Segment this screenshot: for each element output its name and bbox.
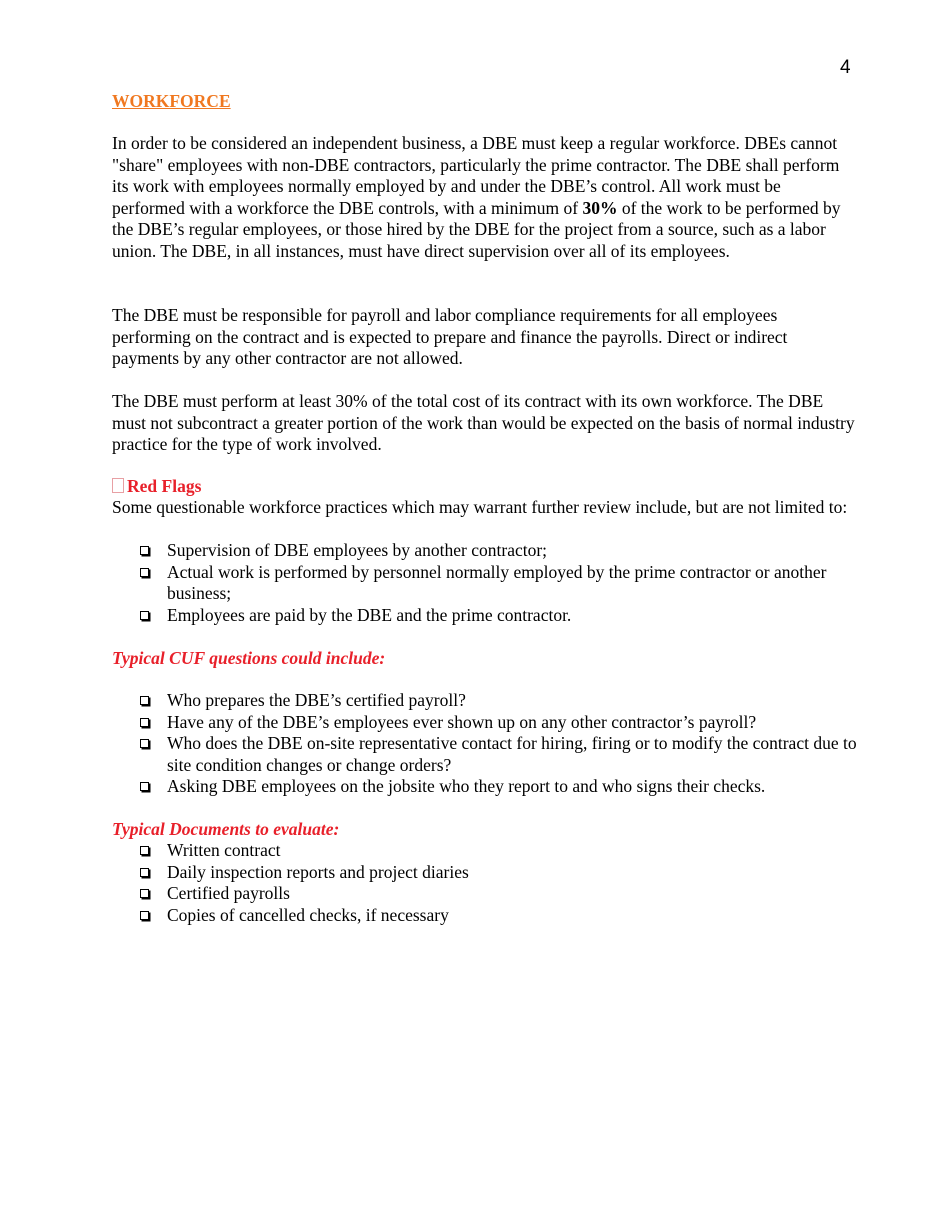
list-item-text: Daily inspection reports and project diaries [167, 861, 469, 882]
list-item [138, 883, 858, 905]
list-item-text: Actual work is performed by personnel normally employed by the prime contractor or another business; [167, 561, 827, 603]
list-item-text: Have any of the DBE’s employees ever shown up on any other contractor’s payroll? [167, 711, 757, 732]
checkbox-bullet-icon [140, 846, 149, 855]
checkbox-bullet-icon [140, 868, 149, 877]
list-item [138, 562, 858, 605]
checkbox-bullet-icon [140, 739, 149, 748]
list-item [138, 712, 858, 734]
list-item [138, 840, 858, 862]
documents-list [138, 840, 858, 926]
paragraph-workforce-intro [112, 133, 857, 262]
bold-percentage: 30% [582, 197, 618, 218]
cuf-questions-list [138, 690, 858, 798]
checkbox-bullet-icon [140, 782, 149, 791]
page-number: 4 [840, 57, 851, 78]
list-item-text: Who prepares the DBE’s certified payroll? [167, 690, 466, 710]
red-flags-heading [112, 476, 201, 498]
paragraph-subcontract: The DBE must perform at least 30% of the total cost of its contract with its own workforce. The DBE must not subcontract a greater portion of the work than would be expected on the basis of normal industry practice for the type of work involved. [112, 391, 855, 454]
list-item [138, 905, 858, 927]
red-flags-list [138, 540, 858, 626]
list-item [138, 733, 858, 776]
checkbox-bullet-icon [140, 696, 149, 705]
cuf-questions-heading: Typical CUF questions could include: [112, 648, 386, 668]
red-flags-title: Red Flags [127, 476, 202, 496]
paragraph-text: In order to be considered an independent business, a DBE must keep a regular workforce. DBEs cannot "share" employees with non-DBE contractors, particularly the prime contractor. The DBE shall perform its work with employees normally employed by and under the DBE’s control. All work must be performed with a workforce the DBE controls, with a minimum of [112, 133, 840, 218]
list-item [138, 690, 858, 712]
checkbox-bullet-icon [140, 611, 149, 620]
list-item-text: Written contract [167, 840, 281, 860]
list-item [138, 862, 858, 884]
list-item-text: Supervision of DBE employees by another contractor; [167, 540, 548, 560]
checkbox-bullet-icon [140, 718, 149, 727]
checkbox-bullet-icon [140, 546, 149, 555]
checkbox-bullet-icon [140, 568, 149, 577]
missing-glyph-box-icon [112, 478, 124, 493]
list-item [138, 605, 858, 627]
paragraph-payroll: The DBE must be responsible for payroll and labor compliance requirements for all employees performing on the contract and is expected to prepare and finance the payrolls. Direct or indirect payments by any other contractor are not allowed. [112, 305, 788, 368]
list-item [138, 540, 858, 562]
red-flags-intro: Some questionable workforce practices which may warrant further review include, but are not limited to: [112, 497, 848, 517]
list-item-text: Copies of cancelled checks, if necessary [167, 904, 449, 925]
list-item-text: Employees are paid by the DBE and the prime contractor. [167, 604, 572, 625]
section-heading: WORKFORCE [112, 91, 231, 111]
documents-heading: Typical Documents to evaluate: [112, 819, 340, 839]
checkbox-bullet-icon [140, 889, 149, 898]
checkbox-bullet-icon [140, 911, 149, 920]
list-item-text: Certified payrolls [167, 883, 290, 903]
list-item [138, 776, 858, 798]
list-item-text: Asking DBE employees on the jobsite who they report to and who signs their checks. [167, 776, 766, 796]
paragraph-text: of the work to be performed by the DBE’s regular employees, or those hired by the DBE for the project from a source, such as a labor union. The DBE, in all instances, must have direct supervision over all of its employees. [112, 197, 841, 261]
list-item-text: Who does the DBE on-site representative contact for hiring, firing or to modify the contract due to site condition changes or change orders? [167, 733, 857, 775]
